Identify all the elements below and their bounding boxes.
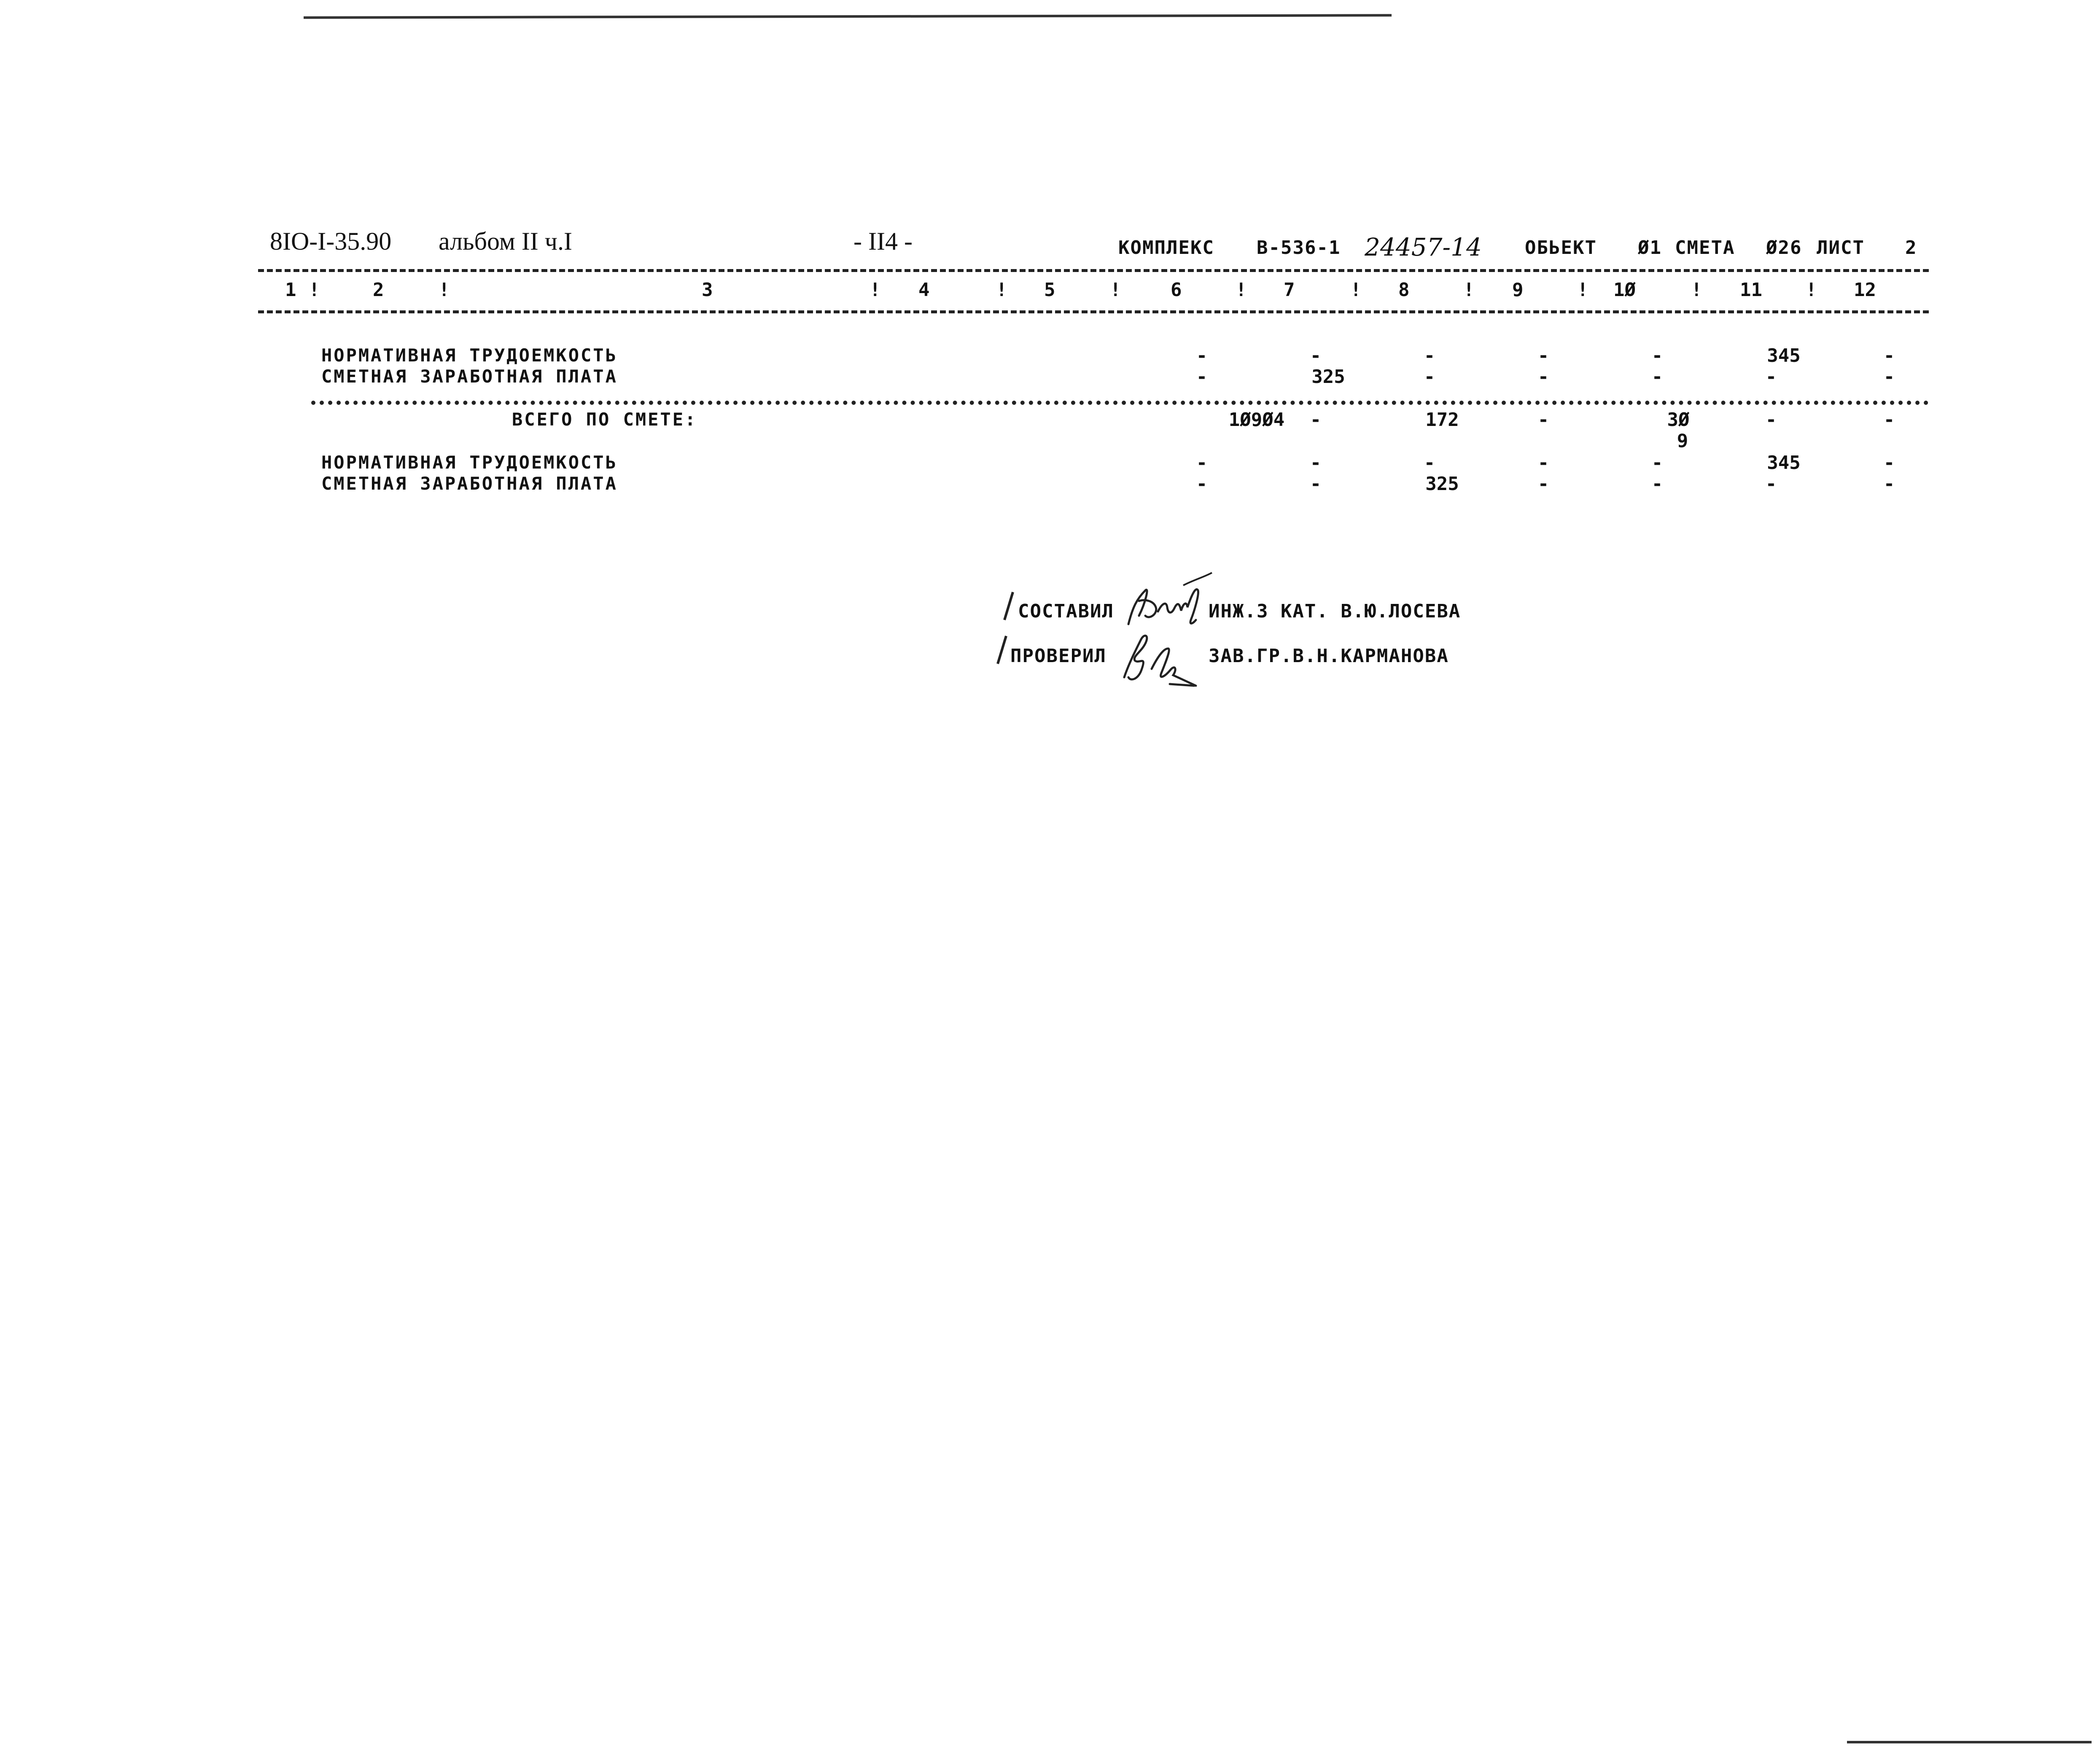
cell-value: -: [1651, 366, 1663, 388]
list-label: ЛИСТ: [1817, 237, 1865, 259]
total-value: 172: [1425, 409, 1459, 431]
col-separator: !: [439, 279, 450, 301]
col-number: 5: [1044, 279, 1055, 301]
header-rule-top: [258, 269, 1929, 272]
cell-value: -: [1883, 473, 1895, 495]
cell-value: -: [1883, 366, 1895, 388]
composed-label: СОСТАВИЛ: [1018, 601, 1114, 622]
row-label: НОРМАТИВНАЯ ТРУДОЕМКОСТЬ: [321, 345, 618, 366]
total-value-wrap: 9: [1677, 430, 1688, 452]
col-number: 2: [373, 279, 384, 301]
kompleks-label: КОМПЛЕКС: [1118, 237, 1214, 259]
row-label: СМЕТНАЯ ЗАРАБОТНАЯ ПЛАТА: [321, 366, 618, 387]
composed-by: ИНЖ.3 КАТ. В.Ю.ЛОСЕВА: [1209, 601, 1461, 622]
cell-value: -: [1424, 345, 1435, 366]
col-number: 9: [1512, 279, 1524, 301]
cell-value: -: [1537, 345, 1549, 366]
total-value: -: [1537, 409, 1549, 431]
col-number: 4: [918, 279, 930, 301]
slash-mark: [993, 633, 1010, 667]
bottom-scan-rule: [1847, 1741, 2092, 1743]
col-number: 1Ø: [1613, 279, 1636, 301]
cell-value: -: [1651, 345, 1663, 366]
handwritten-number: 24457-14: [1365, 233, 1482, 261]
cell-value: -: [1537, 473, 1549, 495]
cell-value: -: [1196, 345, 1208, 366]
composed-signature: [1120, 561, 1213, 633]
col-separator: !: [309, 279, 320, 301]
cell-value: -: [1424, 366, 1435, 388]
col-separator: !: [1463, 279, 1475, 301]
cell-value: 325: [1425, 473, 1459, 495]
cell-value: -: [1651, 473, 1663, 495]
col-number: 1: [285, 279, 296, 301]
cell-value: -: [1310, 452, 1322, 474]
list-value: 2: [1905, 237, 1917, 259]
cell-value: -: [1424, 452, 1435, 474]
col-separator: !: [870, 279, 881, 301]
cell-value: -: [1537, 366, 1549, 388]
cell-value: -: [1310, 473, 1322, 495]
obekt-label: ОБЬЕКТ: [1525, 237, 1597, 259]
col-separator: !: [1350, 279, 1362, 301]
total-separator: [311, 401, 1929, 405]
total-value: -: [1765, 409, 1777, 431]
cell-value: 345: [1767, 345, 1801, 366]
cell-value: -: [1537, 452, 1549, 474]
row-label: НОРМАТИВНАЯ ТРУДОЕМКОСТЬ: [321, 452, 618, 473]
cell-value: -: [1651, 452, 1663, 474]
col-separator: !: [1577, 279, 1588, 301]
total-value: -: [1883, 409, 1895, 431]
album-label: альбом II ч.I: [439, 227, 572, 255]
col-number: 12: [1854, 279, 1876, 301]
col-number: 7: [1284, 279, 1295, 301]
col-number: 8: [1398, 279, 1410, 301]
cell-value: -: [1765, 473, 1777, 495]
total-value: 3Ø: [1667, 409, 1690, 431]
doc-code: 8IO-I-35.90: [270, 227, 392, 255]
col-number: 11: [1740, 279, 1762, 301]
checked-label: ПРОВЕРИЛ: [1010, 645, 1107, 667]
top-scan-rule: [304, 14, 1392, 19]
slash-mark: [1000, 590, 1017, 623]
total-value: 1Ø9Ø4: [1228, 409, 1285, 431]
col-separator: !: [1236, 279, 1247, 301]
cell-value: 345: [1767, 452, 1801, 474]
cell-value: -: [1310, 345, 1322, 366]
col-separator: !: [1110, 279, 1121, 301]
cell-value: -: [1196, 473, 1208, 495]
col-number: 3: [702, 279, 713, 301]
col-separator: !: [1806, 279, 1817, 301]
smeta-value: Ø26: [1766, 237, 1802, 259]
checked-signature: [1112, 622, 1196, 690]
cell-value: -: [1883, 452, 1895, 474]
smeta-label: СМЕТА: [1675, 237, 1735, 259]
total-label: ВСЕГО ПО СМЕТЕ:: [512, 409, 697, 430]
header-rule-bottom: [258, 310, 1929, 313]
col-number: 6: [1171, 279, 1182, 301]
total-value: -: [1310, 409, 1322, 431]
col-separator: !: [996, 279, 1007, 301]
kompleks-value: В-536-1: [1257, 237, 1341, 259]
checked-by: ЗАВ.ГР.В.Н.КАРМАНОВА: [1209, 645, 1449, 667]
cell-value: -: [1196, 366, 1208, 388]
page-number: - II4 -: [853, 227, 913, 255]
col-separator: !: [1691, 279, 1702, 301]
obekt-value: Ø1: [1638, 237, 1662, 259]
cell-value: -: [1196, 452, 1208, 474]
cell-value: -: [1883, 345, 1895, 366]
cell-value: 325: [1311, 366, 1345, 388]
row-label: СМЕТНАЯ ЗАРАБОТНАЯ ПЛАТА: [321, 473, 618, 494]
cell-value: -: [1765, 366, 1777, 388]
